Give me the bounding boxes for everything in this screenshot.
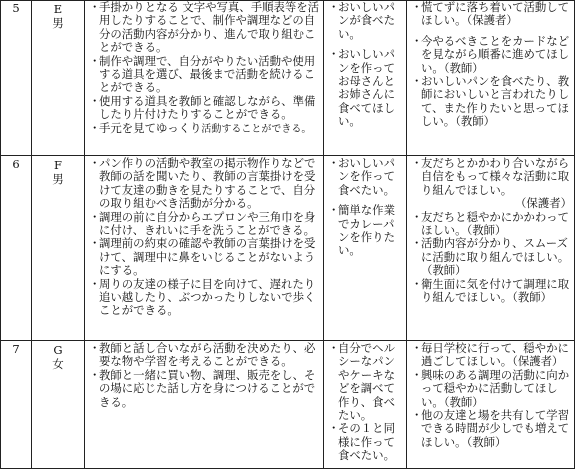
list-item: ・ 活動内容が分かり、スムーズに活動に取り組んでほしい。（教師） [411, 236, 570, 278]
student-gender: 男 [52, 16, 64, 30]
list-item: ・ 教師と話し合いながら活動を決めたり、必要な物や学習を考えることができる。 [89, 342, 316, 369]
student-gender: 女 [52, 357, 64, 371]
list-item: ・ 制作や調理で、自分がやりたい活動や使用する道具を選び、最後まで活動を続けることができる。 [89, 53, 316, 95]
list-item: ・ その１と同様に作って食べたい。 [328, 421, 395, 463]
activities-cell [88, 1, 320, 153]
student-letter: G [53, 343, 63, 357]
student-number: 6 [12, 158, 20, 171]
wishes-cell [327, 1, 403, 153]
student-number: 5 [12, 2, 20, 15]
student-number: 7 [12, 343, 20, 356]
list-item: ・ 慌てずに落ち着いて活動してほしい。（保護者） [411, 1, 570, 28]
list-item: ・ 友だちと穏やかにかかわってほしい。（教師） [411, 209, 569, 238]
wishes-cell [327, 157, 403, 339]
list-item: ・ 他の友達と場を共有して学習できる時間が少しでも増えてほしい。（教師） [411, 408, 570, 449]
student-letter: F [54, 158, 62, 172]
list-item: ・ 手掛かりとなる 文字や写真、手順表等を活用したりすることで、制作や調理などの自分の活動内容が分かり、進んで取り組むことができる。 [89, 1, 320, 55]
list-item: ・ おいしいパンを食べたり、教師においしいと言われたりして、また作りたいと思ってほしい。（教師） [411, 74, 570, 129]
list-item: ・ おいしいパンを作って食べたい。 [328, 157, 395, 197]
list-item: ・ 調理の前に自分からエプロンや三角巾を身に付け、きれいに手を洗うことができる。 [89, 209, 316, 238]
student-letter: E [53, 2, 63, 16]
list-item: ・ おいしいパンを作ってお母さんとお姉さんに食べてほしい。 [328, 47, 395, 129]
hopes-cell [410, 157, 572, 339]
list-item: ・ 周りの友達の様子に目を向けて、遅れたり追い越したり、ぶつかったりしないで歩くことができる。 [89, 276, 316, 318]
column-divider [323, 0, 324, 469]
column-divider [31, 0, 32, 469]
list-item: ・ 興味のある調理の活動に向かって穏やかに活動してほしい。（教師） [411, 367, 570, 409]
row-divider [0, 340, 575, 341]
list-item: ・ 使用する道具を教師と確認しながら、準備したり片付けたりすることができる。 [89, 93, 316, 122]
hopes-cell [410, 342, 572, 467]
student-name [32, 343, 84, 371]
list-item: ・ 自分でヘルシーなパンやケーキなどを調べて作り、食べたい。 [328, 342, 395, 423]
table-border-left [0, 0, 1, 469]
list-item: ・ 調理前の約束の確認や教師の言葉掛けを受けて、調理中に鼻をいじることがないようにする。 [89, 236, 316, 278]
list-item: ・ 毎日学校に行って、穏やかに過ごしてほしい。（保護者） [411, 342, 569, 369]
activities-cell [88, 342, 320, 467]
column-divider [406, 0, 407, 469]
column-divider [84, 0, 85, 469]
row-divider [0, 155, 575, 156]
student-name [32, 2, 84, 30]
list-item: ・ 友だちとかかわり合いながら自信をもって様々な活動に取り組んでほしい。 （保護者） [411, 157, 572, 211]
list-item: ・ 今やるべきことをカードなどを見ながら順番に進めてほしい。（教師） [411, 33, 570, 75]
list-item: ・ 簡単な作業でカレーパンを作りたい。 [328, 203, 395, 258]
wishes-cell [327, 342, 403, 467]
student-gender: 男 [52, 172, 64, 186]
student-name [32, 158, 84, 186]
list-item: ・ 教師と一緒に買い物、調理、販売をし、その場に応じた話し方を身につけることができる。 [89, 367, 316, 409]
activities-cell [88, 157, 320, 339]
list-item: ・ 手元を見てゆっくり活動することができる。 [89, 120, 312, 135]
hopes-cell [410, 1, 572, 153]
list-item: ・ パン作りの活動や教室の掲示物作りなどで教師の話を聞いたり、教師の言葉掛けを受けて友達の動きを見たりすることで、自分の取り組むべき活動が分かる。 [89, 157, 316, 211]
list-item: ・ 衛生面に気を付けて調理に取り組んでほしい。（教師） [411, 276, 570, 305]
list-item: ・ おいしいパンが食べたい。 [328, 1, 395, 41]
